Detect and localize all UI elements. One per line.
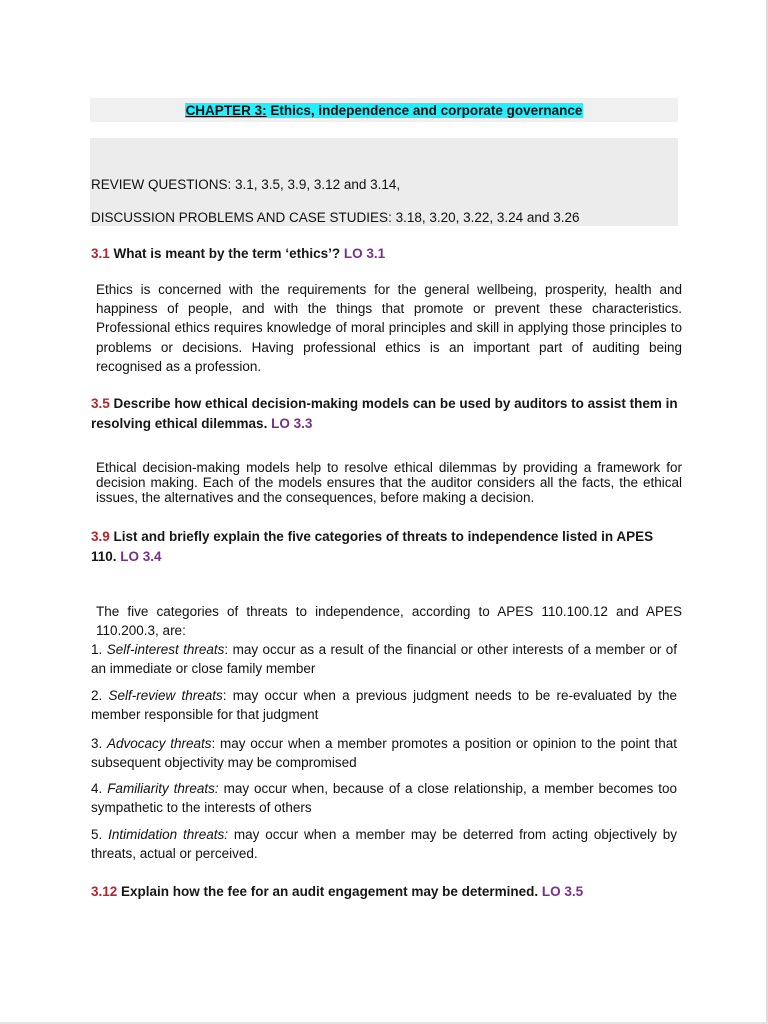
threat-item-2 (91, 686, 677, 724)
title-highlight (185, 103, 584, 118)
threat-term: Self-interest threats (106, 642, 225, 657)
question-3-12 (91, 882, 679, 902)
answer-3-5: Ethical decision-making models help to resolve ethical dilemmas by providing a framework for decision making. Each of the models ensures that the auditor considers all the facts, the ethical issues, the alternatives and the consequences, before making a decision. (96, 460, 682, 505)
learning-objective: LO 3.1 (343, 246, 386, 261)
question-number: 3.9 (91, 529, 110, 544)
threat-term: Self-review threats (108, 688, 223, 703)
item-number: 2. (91, 688, 109, 703)
question-3-5 (91, 394, 679, 433)
question-text: List and briefly explain the five categories of threats to independence listed in APES 110. (91, 529, 654, 564)
question-text: Explain how the fee for an audit engagement may be determined. (117, 884, 542, 899)
item-number: 3. (91, 736, 107, 751)
learning-objective: LO 3.5 (541, 884, 584, 899)
review-questions: REVIEW QUESTIONS: 3.1, 3.5, 3.9, 3.12 and 3.14, (91, 177, 401, 192)
threat-term: Advocacy threats (107, 736, 212, 751)
chapter-label: CHAPTER 3: (185, 103, 267, 118)
question-3-9 (91, 527, 679, 566)
item-number: 1. (91, 642, 107, 657)
question-number: 3.12 (91, 884, 118, 899)
threat-description: : may occur as a result of the financial or other interests of a member or of an immediate or close family member (91, 642, 677, 677)
discussion-problems: DISCUSSION PROBLEMS AND CASE STUDIES: 3.18, 3.20, 3.22, 3.24 and 3.26 (91, 210, 580, 225)
threat-description: may occur when a member may be deterred from acting objectively by threats, actual or perceived. (91, 827, 678, 862)
threat-term: Familiarity threats: (107, 781, 219, 796)
question-3-1 (91, 244, 679, 264)
item-number: 4. (91, 781, 108, 796)
item-number: 5. (91, 827, 109, 842)
threats-intro: The five categories of threats to independence, according to APES 110.100.12 and APES 110.200.3, are: (96, 604, 682, 639)
question-text: What is meant by the term ‘ethics’? (109, 246, 344, 261)
threat-term: Intimidation threats: (108, 827, 229, 842)
chapter-title-text: Ethics, independence and corporate governance (266, 103, 583, 118)
question-number: 3.5 (91, 396, 110, 411)
threat-item-3 (91, 734, 677, 772)
threat-description: : may occur when a member promotes a position or opinion to the point that subsequent objectivity may be compromised (91, 736, 677, 771)
question-number: 3.1 (91, 246, 110, 261)
learning-objective: LO 3.4 (120, 548, 162, 564)
chapter-title (90, 101, 678, 120)
threat-item-4 (91, 779, 677, 817)
learning-objective: LO 3.3 (271, 415, 313, 431)
threat-item-5 (91, 825, 677, 863)
question-text: Describe how ethical decision-making models can be used by auditors to assist them in resolving ethical dilemmas. (91, 396, 678, 431)
threat-description: : may occur when a previous judgment needs to be re-evaluated by the member responsible for that judgment (91, 688, 678, 723)
threat-description: may occur when, because of a close relationship, a member becomes too sympathetic to the interests of others (91, 781, 677, 816)
answer-3-1: Ethics is concerned with the requirements for the general wellbeing, prosperity, health and happiness of people, and with the things that promote or prevent these characteristics. Professional ethics requires knowledge of moral principles and skill in applying those principles to problems or decisions. Having professional ethics is an important part of auditing being recognised as a profession. (96, 282, 682, 374)
threat-item-1 (91, 640, 677, 678)
